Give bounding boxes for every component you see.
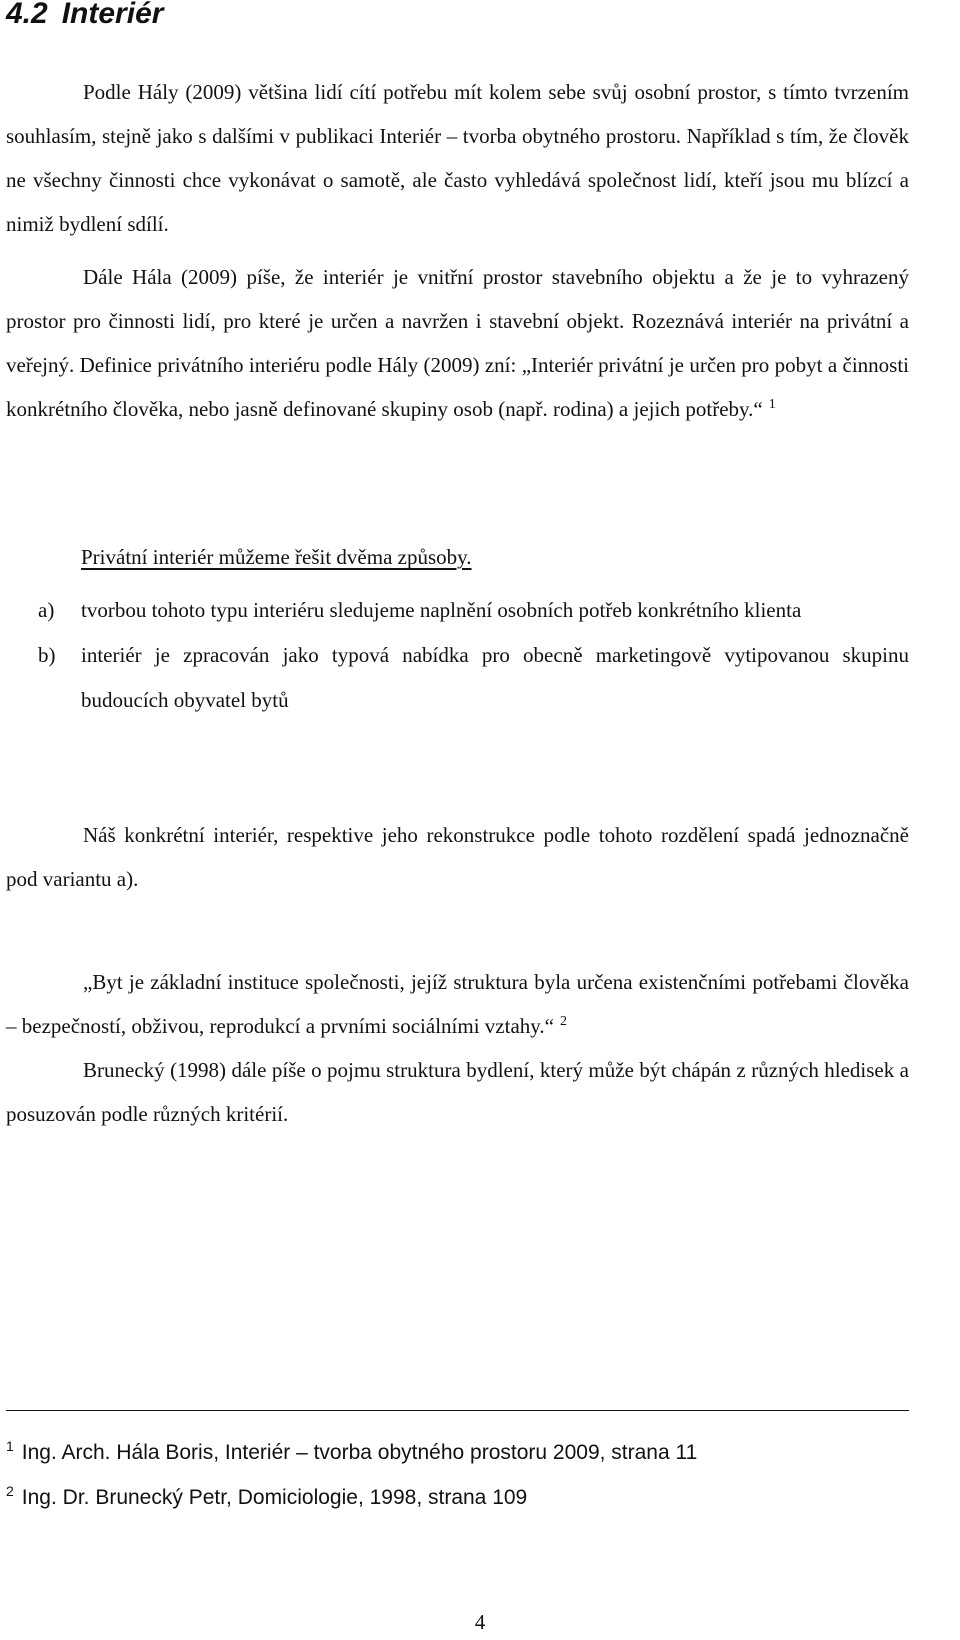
paragraph-interior-definition-text: Dále Hála (2009) píše, že interiér je vnitřní prostor stavebního objektu a že je to vyhrazený prostor pro činnosti lidí, pro které je určen a navržen i stavební objekt. Rozeznává interiér na privátní a veřejný. Definice privátního interiéru podle Hály (2009) zní: „Interiér privátní je určen pro pobyt a činnosti konkrétního člověka, nebo jasně definované skupiny osob (např. rodina) a jejich potřeby.“ <box>6 265 909 421</box>
paragraph-interior-definition <box>6 255 909 431</box>
page-number: 4 <box>474 1610 486 1634</box>
list-marker: a) <box>38 598 55 622</box>
footnote-2 <box>6 1477 527 1512</box>
underlined-statement: Privátní interiér můžeme řešit dvěma způsoby. <box>81 545 472 569</box>
list-item <box>6 588 909 633</box>
list-item <box>6 633 909 723</box>
paragraph-block-1 <box>6 70 909 246</box>
footnote-ref-2[interactable]: 2 <box>559 1014 567 1029</box>
paragraph-hala-personal-space: Podle Hály (2009) většina lidí cítí potřebu mít kolem sebe svůj osobní prostor, s tímto tvrzením souhlasím, stejně jako s dalšími v publikaci Interiér – tvorba obytného prostoru. Například s tím, že člověk ne všechny činnosti chce vykonávat o samotě, ale často vyhledává společnost lidí, kteří jsou mu blízcí a nimiž bydlení sdílí. <box>6 80 909 236</box>
list-item-text: tvorbou tohoto typu interiéru sledujeme naplnění osobních potřeb konkrétního klienta <box>81 598 802 622</box>
paragraph-housing-structure: Brunecký (1998) dále píše o pojmu struktura bydlení, který může být chápán z různých hledisek a posuzován podle různých kritérií. <box>6 1058 909 1126</box>
list-item-text: interiér je zpracován jako typová nabídka pro obecně marketingově vytipovanou skupinu budoucích obyvatel bytů <box>81 643 909 712</box>
quote-text: „Byt je základní instituce společnosti, jejíž struktura byla určena existenčními potřebami člověka – bezpečností, obživou, reprodukcí a prvními sociálními vztahy.“ <box>6 970 909 1038</box>
footnote-number: 1 <box>6 1438 14 1454</box>
footnote-ref-1[interactable]: 1 <box>768 397 776 412</box>
footnote-text: Ing. Arch. Hála Boris, Interiér – tvorba obytného prostoru 2009, strana 11 <box>21 1441 698 1464</box>
paragraph-block-4 <box>6 960 909 1136</box>
paragraph-block-3 <box>6 813 909 901</box>
paragraph-quote-brunecky <box>6 960 909 1048</box>
paragraph-variant-a: Náš konkrétní interiér, respektive jeho rekonstrukce podle tohoto rozdělení spadá jednoznačně pod variantu a). <box>6 823 909 891</box>
footnote-1 <box>6 1432 697 1467</box>
footnote-number: 2 <box>6 1483 14 1499</box>
section-title: Interiér <box>61 0 164 30</box>
footnote-text: Ing. Dr. Brunecký Petr, Domiciologie, 1998, strana 109 <box>21 1486 528 1509</box>
paragraph-block-2 <box>6 255 909 431</box>
footnote-separator <box>6 1410 909 1411</box>
solution-list <box>6 588 909 723</box>
list-marker: b) <box>38 643 56 667</box>
section-heading <box>6 0 163 34</box>
section-number: 4.2 <box>6 0 48 30</box>
